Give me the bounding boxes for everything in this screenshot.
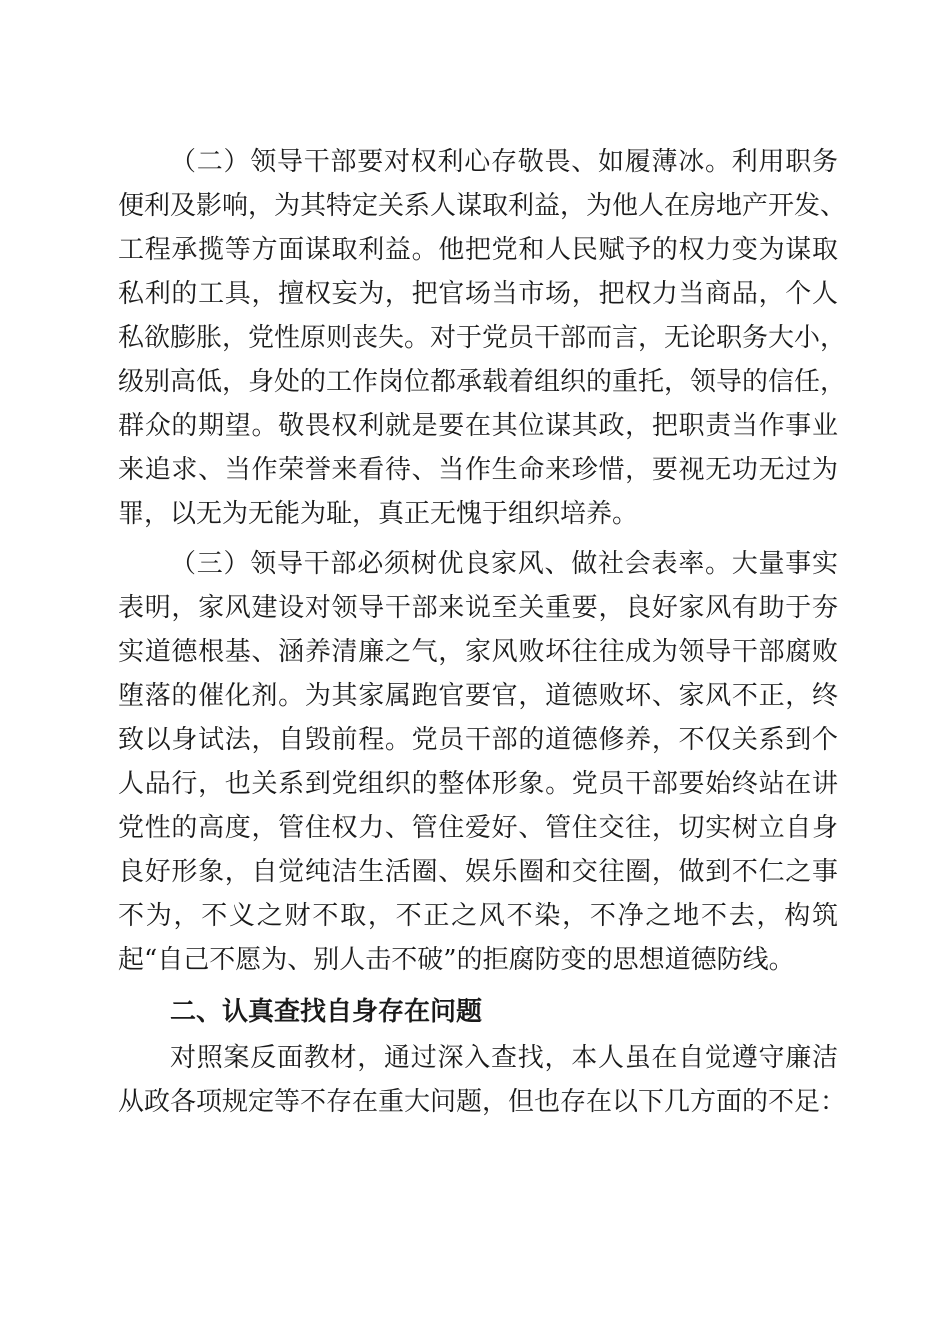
paragraph-line: 私欲膨胀，党性原则丧失。对于党员干部而言，无论职务大小，	[118, 323, 847, 353]
paragraph-line: 起“自己不愿为、别人击不破”的拒腐防变的思想道德防线。	[118, 945, 795, 975]
paragraph-line: 工程承揽等方面谋取利益。他把党和人民赋予的权力变为谋取	[118, 235, 838, 265]
paragraph-line: 表明，家风建设对领导干部来说至关重要，良好家风有助于夯	[118, 593, 838, 623]
paragraph-line: 对照案反面教材，通过深入查找，本人虽在自觉遵守廉洁	[170, 1043, 838, 1073]
paragraph-line: 实道德根基、涵养清廉之气，家风败坏往往成为领导干部腐败	[118, 637, 838, 667]
paragraph-line: 从政各项规定等不存在重大问题，但也存在以下几方面的不足：	[118, 1087, 847, 1117]
paragraph-line: （二）领导干部要对权利心存敬畏、如履薄冰。利用职务	[170, 147, 838, 177]
paragraph-line: 致以身试法，自毁前程。党员干部的道德修养，不仅关系到个	[118, 725, 838, 755]
paragraph-line: 私利的工具，擅权妄为，把官场当市场，把权力当商品，个人	[118, 279, 838, 309]
paragraph-line: 来追求、当作荣誉来看待、当作生命来珍惜，要视无功无过为	[118, 455, 838, 485]
paragraph-line: （三）领导干部必须树优良家风、做社会表率。大量事实	[170, 549, 838, 579]
paragraph-line: 人品行，也关系到党组织的整体形象。党员干部要始终站在讲	[118, 769, 838, 799]
paragraph-line: 良好形象，自觉纯洁生活圈、娱乐圈和交往圈，做到不仁之事	[118, 857, 838, 887]
paragraph-line: 罪，以无为无能为耻，真正无愧于组织培养。	[118, 499, 639, 529]
section-heading: 二、认真查找自身存在问题	[170, 997, 483, 1027]
paragraph-line: 党性的高度，管住权力、管住爱好、管住交往，切实树立自身	[118, 813, 838, 843]
paragraph-line: 级别高低，身处的工作岗位都承载着组织的重托，领导的信任，	[118, 367, 847, 397]
paragraph-line: 不为，不义之财不取，不正之风不染，不净之地不去，构筑	[118, 901, 838, 931]
paragraph-line: 群众的期望。敬畏权利就是要在其位谋其政，把职责当作事业	[118, 411, 838, 441]
paragraph-line: 便利及影响，为其特定关系人谋取利益，为他人在房地产开发、	[118, 191, 847, 221]
paragraph-line: 堕落的催化剂。为其家属跑官要官，道德败坏、家风不正，终	[118, 681, 838, 711]
